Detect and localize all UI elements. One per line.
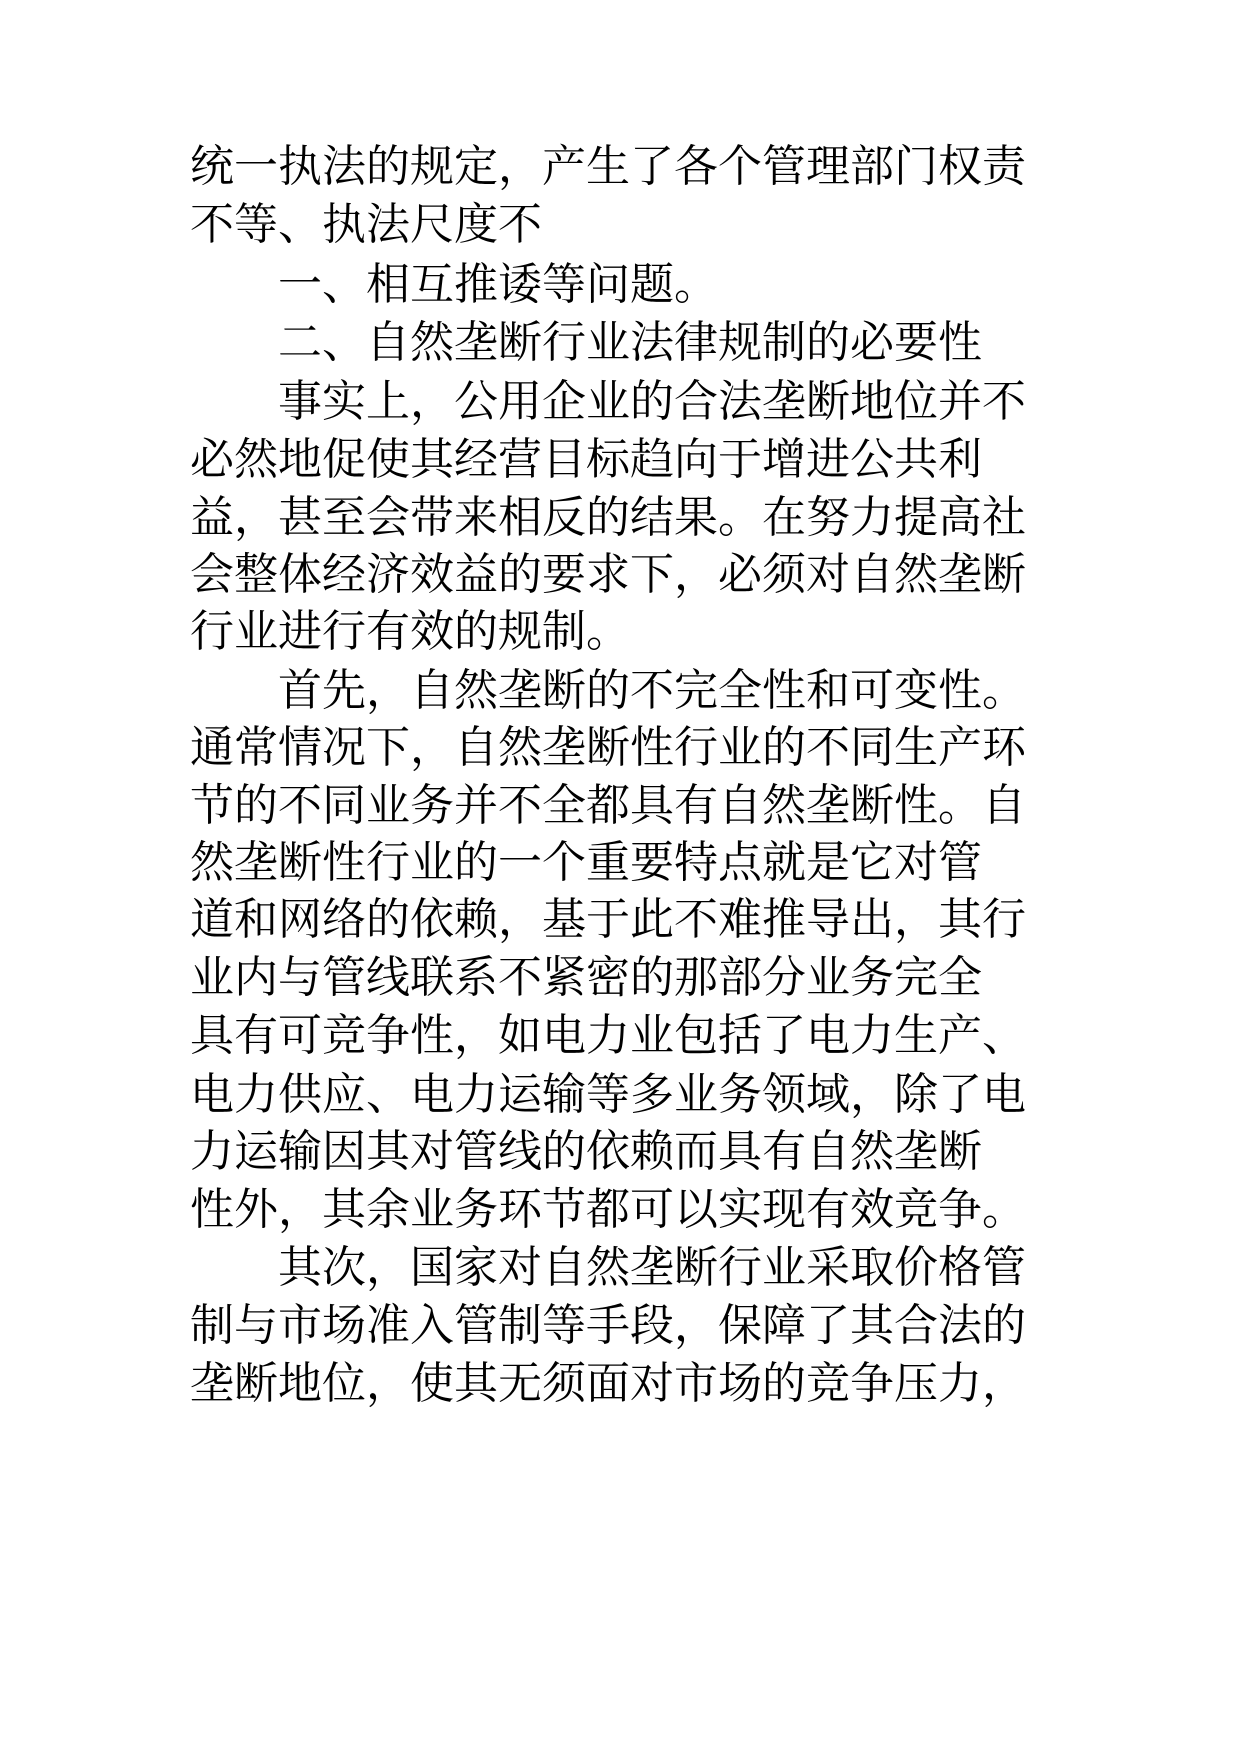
- paragraph-start: 其次，国家对自然垄断行业采取价格管: [278, 1242, 1026, 1293]
- text-line: 节的不同业务并不全都具有自然垄断性。自: [190, 780, 1026, 831]
- text-line: 统一执法的规定，产生了各个管理部门权责: [190, 141, 1026, 192]
- text-line: 通常情况下，自然垄断性行业的不同生产环: [190, 722, 1026, 773]
- text-line: 不等、执法尺度不: [190, 199, 542, 250]
- text-line: 电力供应、电力运输等多业务领域，除了电: [190, 1069, 1026, 1120]
- text-line: 制与市场准入管制等手段，保障了其合法的: [190, 1300, 1026, 1351]
- heading-line: 一、相互推诿等问题。: [278, 259, 718, 310]
- paragraph-start: 首先，自然垄断的不完全性和可变性。: [278, 665, 1026, 716]
- text-line: 具有可竞争性，如电力业包括了电力生产、: [190, 1010, 1026, 1061]
- text-line: 垄断地位，使其无须面对市场的竞争压力，: [190, 1358, 1026, 1409]
- section-heading: 二、自然垄断行业法律规制的必要性: [278, 317, 982, 368]
- text-line: 性外，其余业务环节都可以实现有效竞争。: [190, 1184, 1026, 1235]
- text-line: 会整体经济效益的要求下，必须对自然垄断: [190, 549, 1026, 600]
- text-line: 必然地促使其经营目标趋向于增进公共利: [190, 434, 982, 485]
- text-line: 然垄断性行业的一个重要特点就是它对管: [190, 837, 982, 888]
- text-line: 力运输因其对管线的依赖而具有自然垄断: [190, 1126, 982, 1177]
- text-line: 行业进行有效的规制。: [190, 606, 630, 657]
- text-line: 业内与管线联系不紧密的那部分业务完全: [190, 952, 982, 1003]
- text-line: 道和网络的依赖，基于此不难推导出，其行: [190, 894, 1026, 945]
- text-line: 益，甚至会带来相反的结果。在努力提高社: [190, 492, 1026, 543]
- paragraph-start: 事实上，公用企业的合法垄断地位并不: [278, 376, 1026, 427]
